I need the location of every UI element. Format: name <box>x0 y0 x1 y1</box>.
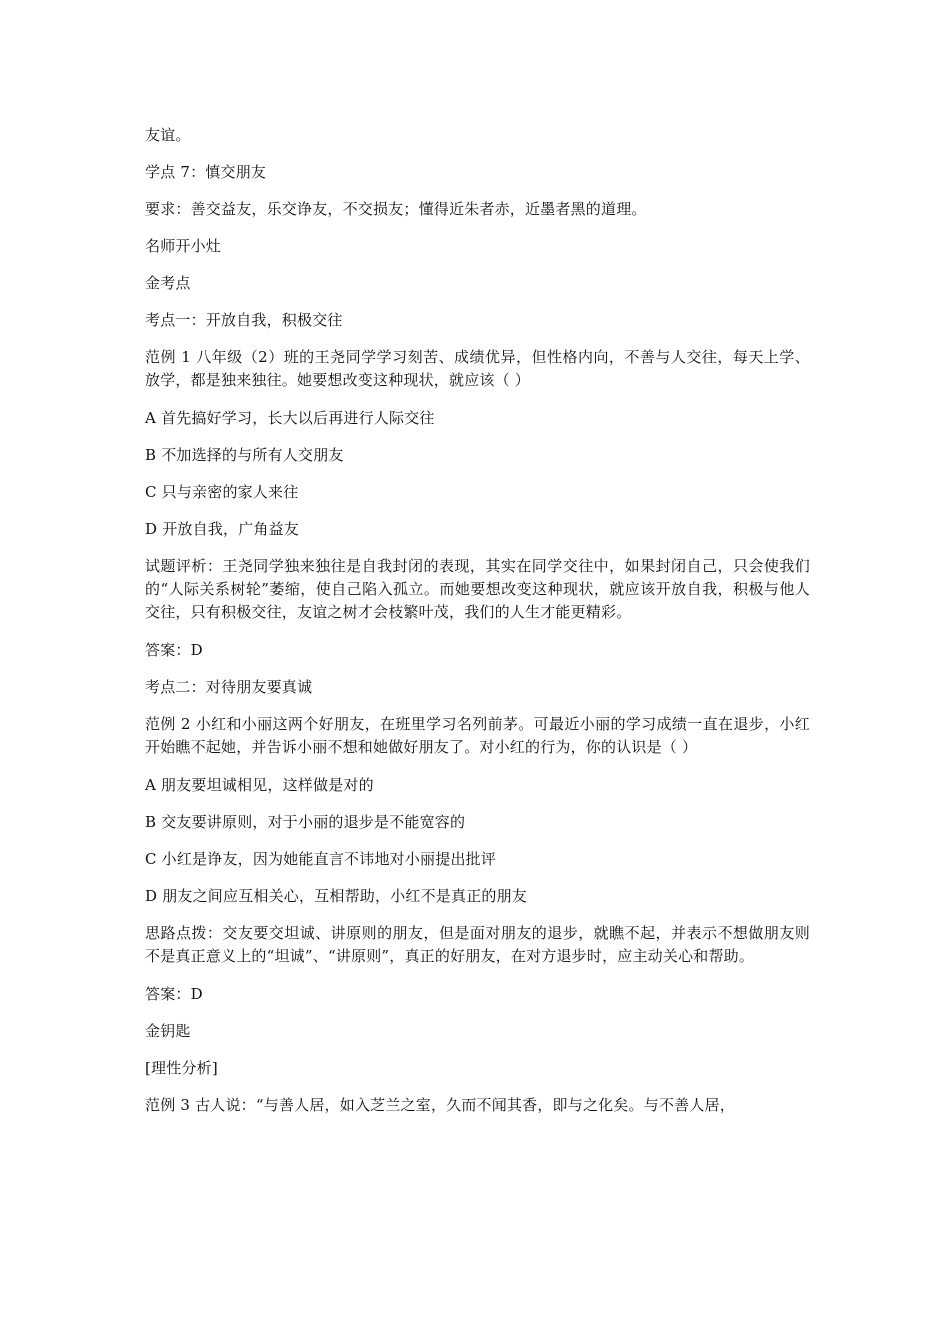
answer-option: B 交友要讲原则，对于小丽的退步是不能宽容的 <box>145 813 466 831</box>
answer-option: C 只与亲密的家人来往 <box>145 483 299 501</box>
analysis-text: 思路点拨：交友要交坦诚、讲原则的朋友，但是面对朋友的退步，就瞧不起，并表示不想做朋友则不是真正意义上的“坦诚”、“讲原则”，真正的好朋友，在对方退步时，应主动关心和帮助。 <box>145 924 810 965</box>
example-question: 范例 1 八年级（2）班的王尧同学学习刻苦、成绩优异，但性格内向，不善与人交往，每天上学、放学，都是独来独往。她要想改变这种现状，就应该（ ） <box>145 348 810 389</box>
section-heading: 金考点 <box>145 274 191 292</box>
answer-option: B 不加选择的与所有人交朋友 <box>145 446 344 464</box>
answer-option: C 小红是诤友，因为她能直言不讳地对小丽提出批评 <box>145 850 497 868</box>
requirement-text: 要求：善交益友，乐交诤友，不交损友；懂得近朱者赤，近墨者黑的道理。 <box>145 200 647 218</box>
answer-option: D 开放自我，广角益友 <box>145 520 299 538</box>
paragraph-continuation: 友谊。 <box>145 126 191 144</box>
answer-option: A 首先搞好学习，长大以后再进行人际交往 <box>145 409 435 427</box>
answer-text: 答案：D <box>145 985 203 1003</box>
analysis-text: 试题评析：王尧同学独来独往是自我封闭的表现，其实在同学交往中，如果封闭自己，只会使我们的“人际关系树轮”萎缩，使自己陷入孤立。而她要想改变这种现状，就应该开放自我，积极与他人交往，只有积极交往，友谊之树才会枝繁叶茂，我们的人生才能更精彩。 <box>145 557 810 621</box>
section-heading: [理性分析] <box>145 1059 218 1077</box>
section-heading: 金钥匙 <box>145 1022 191 1040</box>
document-page <box>145 124 810 1131</box>
exam-point-heading: 考点一：开放自我，积极交往 <box>145 311 343 329</box>
answer-text: 答案：D <box>145 641 203 659</box>
section-heading: 名师开小灶 <box>145 237 222 255</box>
exam-point-heading: 考点二：对待朋友要真诚 <box>145 678 313 696</box>
example-question: 范例 3 古人说：“与善人居，如入芝兰之室，久而不闻其香，即与之化矣。与不善人居， <box>145 1096 735 1114</box>
answer-option: D 朋友之间应互相关心，互相帮助，小红不是真正的朋友 <box>145 887 527 905</box>
example-question: 范例 2 小红和小丽这两个好朋友，在班里学习名列前茅。可最近小丽的学习成绩一直在退步，小红开始瞧不起她，并告诉小丽不想和她做好朋友了。对小红的行为，你的认识是（ ） <box>145 715 810 756</box>
section-heading: 学点 7：慎交朋友 <box>145 163 267 181</box>
answer-option: A 朋友要坦诚相见，这样做是对的 <box>145 776 374 794</box>
